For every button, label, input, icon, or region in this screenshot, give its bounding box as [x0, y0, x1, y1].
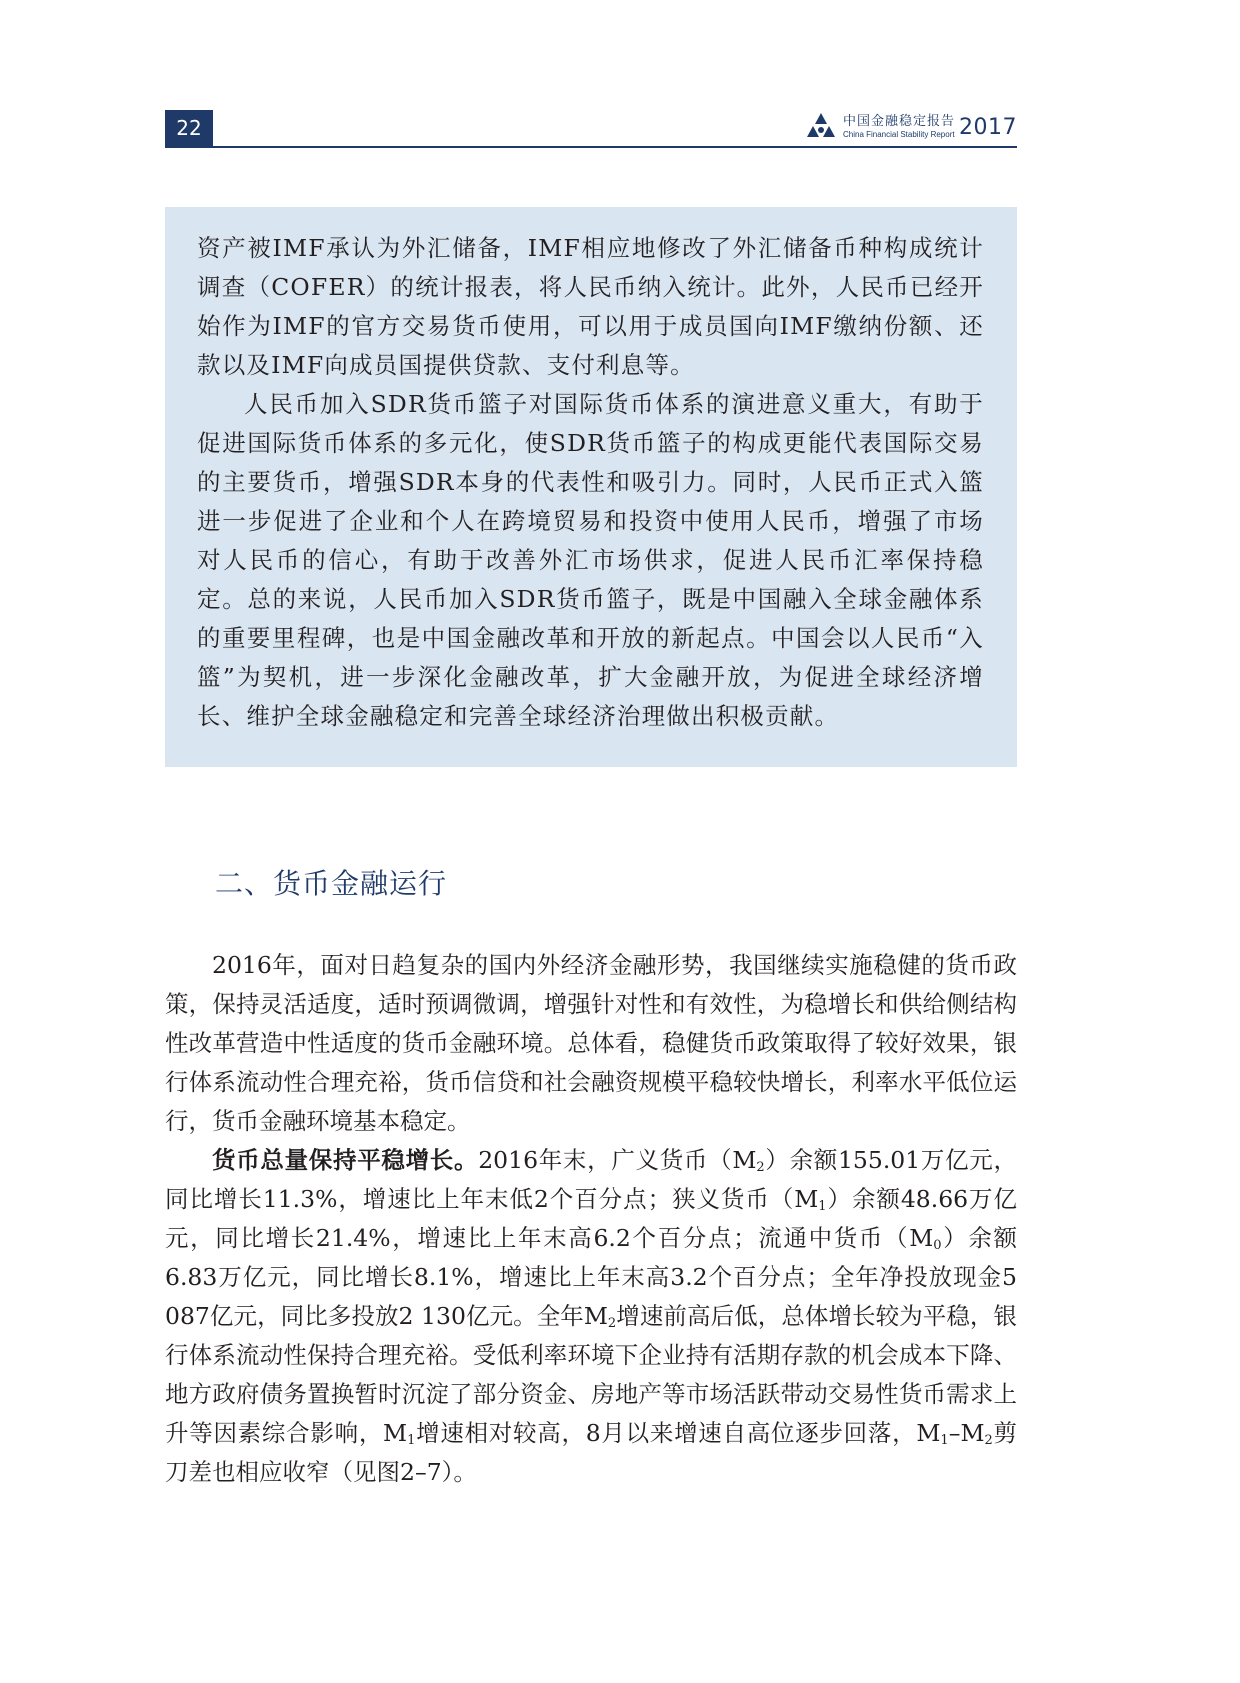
subscript: 1 — [940, 1433, 949, 1448]
brand-title-en: China Financial Stability Report — [842, 130, 955, 139]
body-text — [165, 946, 1017, 1492]
paragraph-lead: 货币总量保持平稳增长。 — [212, 1146, 479, 1174]
body-paragraph: 2016年，面对日趋复杂的国内外经济金融形势，我国继续实施稳健的货币政策，保持灵活适度，适时预调微调，增强针对性和有效性，为稳增长和供给侧结构性改革营造中性适度的货币金融环境。总体看，稳健货币政策取得了较好效果，银行体系流动性合理充裕，货币信贷和社会融资规模平稳较快增长，利率水平低位运行，货币金融环境基本稳定。 — [165, 951, 1017, 1135]
subscript: 2 — [756, 1160, 765, 1175]
subscript: 0 — [933, 1238, 942, 1253]
subscript: 2 — [607, 1316, 617, 1331]
text-run: ）余额155.01万亿元，同比增长11.3%，增速比上年末低2个百分点；狭义货币（M — [165, 1146, 1018, 1213]
text-run: 2016年末，广义货币（M — [478, 1146, 757, 1174]
page-header — [165, 110, 1017, 148]
box-paragraph: 人民币加入SDR货币篮子对国际货币体系的演进意义重大，有助于促进国际货币体系的多元化，使SDR货币篮子的构成更能代表国际交易的主要货币，增强SDR本身的代表性和吸引力。同时，人民币正式入篮进一步促进了企业和个人在跨境贸易和投资中使用人民币，增强了市场对人民币的信心，有助于改善外汇市场供求，促进人民币汇率保持稳定。总的来说，人民币加入SDR货币篮子，既是中国融入全球金融体系的重要里程碑，也是中国金融改革和开放的新起点。中国会以人民币“入篮”为契机，进一步深化金融改革，扩大金融开放，为促进全球经济增长、维护全球金融稳定和完善全球经济治理做出积极贡献。 — [197, 390, 984, 730]
section-title: 二、货币金融运行 — [215, 867, 448, 900]
body-paragraph — [165, 1141, 1017, 1492]
brand-title-cn: 中国金融稳定报告 — [842, 114, 955, 129]
text-run: ）余额6.83万亿元，同比增长8.1%，增速比上年末高3.2个百分点；全年净投放现金5 087亿元，同比多投放2 130亿元。全年M — [165, 1224, 1018, 1330]
subscript: 2 — [984, 1433, 993, 1448]
text-run: 增速相对较高，8月以来增速自高位逐步回落，M — [415, 1419, 941, 1447]
info-box — [165, 207, 1017, 767]
text-run: ）余额48.66万亿元，同比增长21.4%，增速比上年末高6.2个百分点；流通中货币（M — [165, 1185, 1017, 1252]
brand-year: 2017 — [959, 114, 1017, 140]
text-run: 增速前高后低，总体增长较为平稳，银行体系流动性保持合理充裕。受低利率环境下企业持有活期存款的机会成本下降、地方政府债务置换暂时沉淀了部分资金、房地产等市场活跃带动交易性货币需求上升等因素综合影响，M — [165, 1302, 1017, 1447]
subscript: 1 — [818, 1199, 827, 1214]
box-paragraph: 资产被IMF承认为外汇储备，IMF相应地修改了外汇储备币种构成统计调查（COFER）的统计报表，将人民币纳入统计。此外，人民币已经开始作为IMF的官方交易货币使用，可以用于成员国向IMF缴纳份额、还款以及IMF向成员国提供贷款、支付利息等。 — [197, 234, 984, 379]
subscript: 1 — [407, 1433, 416, 1448]
header-rule — [165, 146, 1017, 148]
report-brand — [805, 110, 1017, 144]
report-logo-icon — [805, 112, 837, 142]
text-run: –M — [948, 1419, 985, 1447]
text-run: 剪刀差也相应收窄（见图2–7）。 — [165, 1419, 1018, 1486]
page-number: 22 — [165, 110, 213, 146]
